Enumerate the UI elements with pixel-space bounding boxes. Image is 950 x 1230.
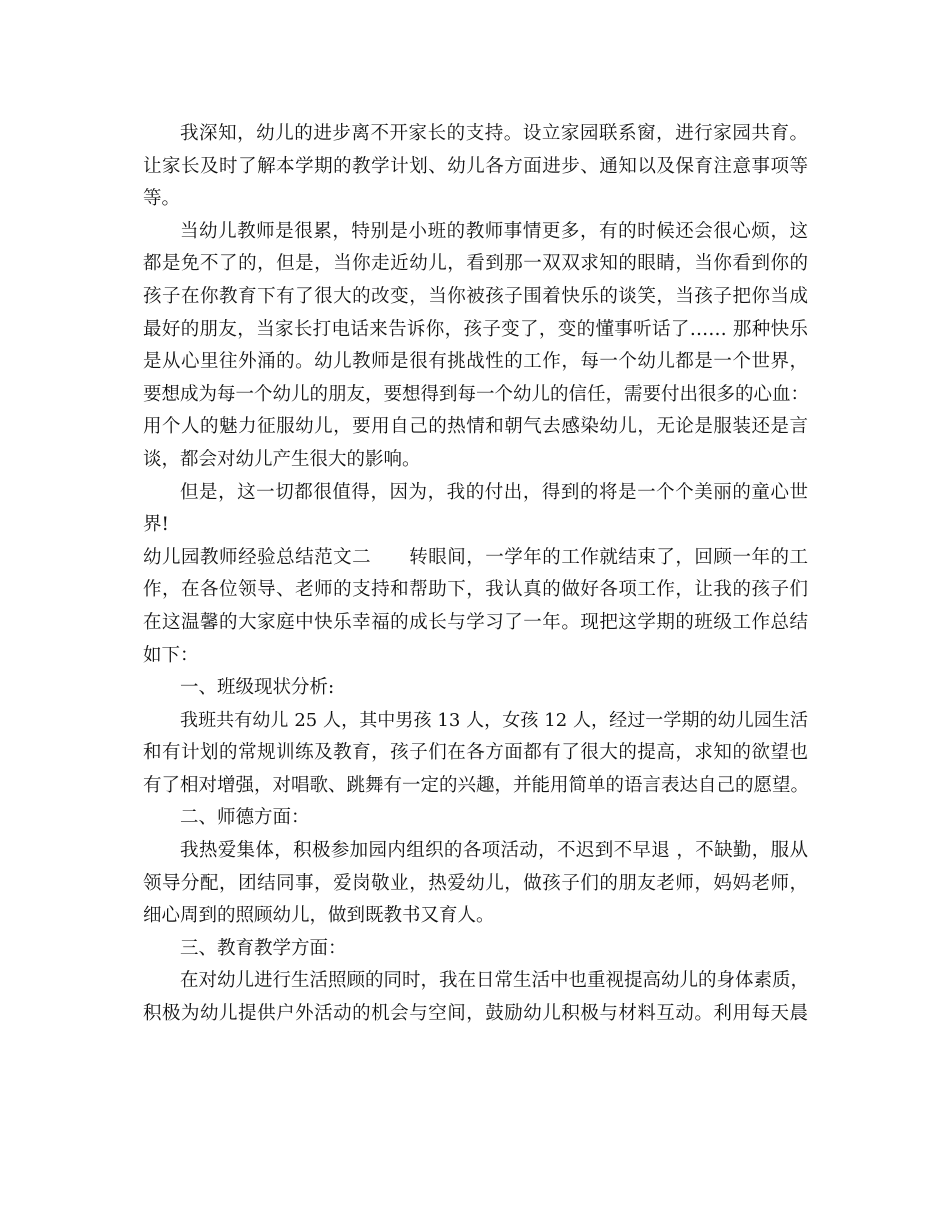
text-line: 在对幼儿进行生活照顾的同时，我在日常生活中也重视提高幼儿的身体素质， [180,970,810,992]
text-line: 三、教育教学方面： [180,937,347,959]
text-line: 作，在各位领导、老师的支持和帮助下，我认真的做好各项工作，让我的孩子们 [143,579,808,601]
text-line: 等。 [143,188,181,210]
text-line: 一、班级现状分析: [180,677,335,699]
text-line: 让家长及时了解本学期的教学计划、幼儿各方面进步、通知以及保育注意事项等 [143,155,808,177]
text-line: 谈，都会对幼儿产生很大的影响。 [143,448,421,470]
text-line: 和有计划的常规训练及教育，孩子们在各方面都有了很大的提高，求知的欲望也 [143,742,808,764]
text-line: 细心周到的照顾幼儿，做到既教书又育人。 [143,905,495,927]
text-line: 但是，这一切都很值得，因为，我的付出，得到的将是一个个美丽的童心世 [180,481,808,503]
text-line: 积极为幼儿提供户外活动的机会与空间，鼓励幼儿积极与材料互动。利用每天晨 [143,1003,808,1025]
document-page [143,118,808,1031]
text-line: 二、师德方面： [180,807,310,829]
text-line: 都是免不了的，但是，当你走近幼儿，看到那一双双求知的眼睛，当你看到你的 [143,253,808,275]
text-line: 我热爱集体，积极参加园内组织的各项活动，不迟到不早退 ，不缺勤，服从 [180,840,808,862]
text-line: 最好的朋友，当家长打电话来告诉你，孩子变了，变的懂事听话了…… 那种快乐 [143,318,808,340]
text-line: 我深知，幼儿的进步离不开家长的支持。设立家园联系窗，进行家园共育。 [180,123,808,144]
text-line: 在这温馨的大家庭中快乐幸福的成长与学习了一年。现把这学期的班级工作总结 [143,611,808,633]
text-line: 领导分配，团结同事，爱岗敬业，热爱幼儿，做孩子们的朋友老师，妈妈老师， [143,872,808,894]
text-line: 如下： [143,644,199,666]
text-line: 用个人的魅力征服幼儿，要用自己的热情和朝气去感染幼儿，无论是服装还是言 [143,416,808,438]
text-line: 是从心里往外涌的。幼儿教师是很有挑战性的工作，每一个幼儿都是一个世界， [143,351,808,373]
text-line: 孩子在你教育下有了很大的改变，当你被孩子围着快乐的谈笑，当孩子把你当成 [143,285,808,307]
text-line: 我班共有幼儿 25 人，其中男孩 13 人，女孩 12 人，经过一学期的幼儿园生活 [180,709,808,731]
text-line: 当幼儿教师是很累，特别是小班的教师事情更多，有的时候还会很心烦，这 [180,220,808,242]
text-line: 要想成为每一个幼儿的朋友，要想得到每一个幼儿的信任，需要付出很多的心血： [143,383,810,405]
text-line: 界! [143,514,169,536]
text-line: 有了相对增强，对唱歌、跳舞有一定的兴趣，并能用简单的语言表达自己的愿望。 [143,774,810,796]
text-line: 幼儿园教师经验总结范文二 转眼间，一学年的工作就结束了，回顾一年的工 [143,546,808,568]
